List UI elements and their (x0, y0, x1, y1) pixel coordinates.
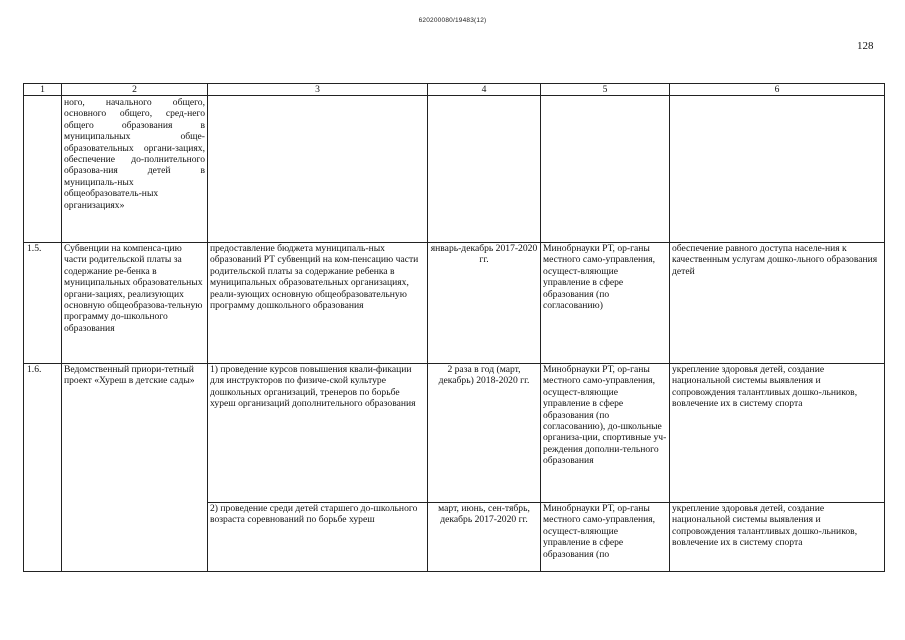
item-executor: Минобрнауки РТ, ор-ганы местного само-управления, осущест-вляющие управление в сфере образования (по согласованию) (541, 243, 670, 364)
item-action: 1) проведение курсов повышения квали-фикации для инструкторов по физиче-ской культуре дошкольных организаций, тренеров по борьбе хуреш организаций дополнительного образования (208, 364, 428, 503)
continued-item-text: ного, начального общего, основного общего, сред-него общего образования в муниципальных обще-образовательных органи-зациях, обеспечение до-полнительного образова-ния детей в муниципаль-ных общеобразователь-ных организациях» (64, 97, 205, 211)
header-col-3: 3 (208, 84, 428, 96)
row-number: 1.6. (24, 364, 62, 503)
page-number: 128 (857, 40, 874, 52)
row-number-empty (24, 503, 62, 572)
item-result: укрепление здоровья детей, создание национальной системы выявления и сопровождения талантливых дошко-льников, вовлечение их в систему спорта (670, 503, 885, 572)
row-number: 1.5. (24, 243, 62, 364)
cell-num (24, 96, 62, 243)
item-executor: Минобрнауки РТ, ор-ганы местного само-управления, осущест-вляющие управление в сфере образования (по согласованию), до-школьные организа-ции, спортивные уч-реждения дополни-тельного образования (541, 364, 670, 503)
table-row-1-6-a (24, 364, 885, 503)
item-name: Ведомственный приори-тетный проект «Хуреш в детские сады» (62, 364, 208, 503)
item-action: 2) проведение среди детей старшего до-школьного возраста соревнований по борьбе хуреш (208, 503, 428, 572)
plan-table (23, 83, 885, 572)
cell-executor (541, 96, 670, 243)
item-period: январь-декабрь 2017-2020 гг. (428, 243, 541, 364)
document-code: 620200080/19483(12) (418, 17, 487, 24)
item-period: март, июнь, сен-тябрь, декабрь 2017-2020 гг. (428, 503, 541, 572)
cell-name (62, 96, 208, 243)
header-col-6: 6 (670, 84, 885, 96)
item-executor: Минобрнауки РТ, ор-ганы местного само-управления, осущест-вляющие управление в сфере образования (по (541, 503, 670, 572)
header-col-1: 1 (24, 84, 62, 96)
header-col-2: 2 (62, 84, 208, 96)
cell-action (208, 96, 428, 243)
item-result: укрепление здоровья детей, создание национальной системы выявления и сопровождения талантливых дошко-льников, вовлечение их в систему спорта (670, 364, 885, 503)
table-header-row (24, 84, 885, 96)
header-col-4: 4 (428, 84, 541, 96)
item-name: Субвенции на компенса-цию части родительской платы за содержание ре-бенка в муниципальных образовательных органи-зациях, реализующих основную общеобразова-тельную программу до-школьного образования (62, 243, 208, 364)
item-period: 2 раза в год (март, декабрь) 2018-2020 гг. (428, 364, 541, 503)
table-row-1-6-b (24, 503, 885, 572)
cell-result (670, 96, 885, 243)
item-name-empty (62, 503, 208, 572)
table-row-continuation (24, 96, 885, 243)
item-action: предоставление бюджета муниципаль-ных образований РТ субвенций на ком-пенсацию части родительской платы за содержание ребенка в муниципальных образовательных организациях, реали-зующих основную общеобразовательную программу дошкольного образования (208, 243, 428, 364)
cell-period (428, 96, 541, 243)
item-result: обеспечение равного доступа населе-ния к качественным услугам дошко-льного образования детей (670, 243, 885, 364)
header-col-5: 5 (541, 84, 670, 96)
table-row-1-5 (24, 243, 885, 364)
